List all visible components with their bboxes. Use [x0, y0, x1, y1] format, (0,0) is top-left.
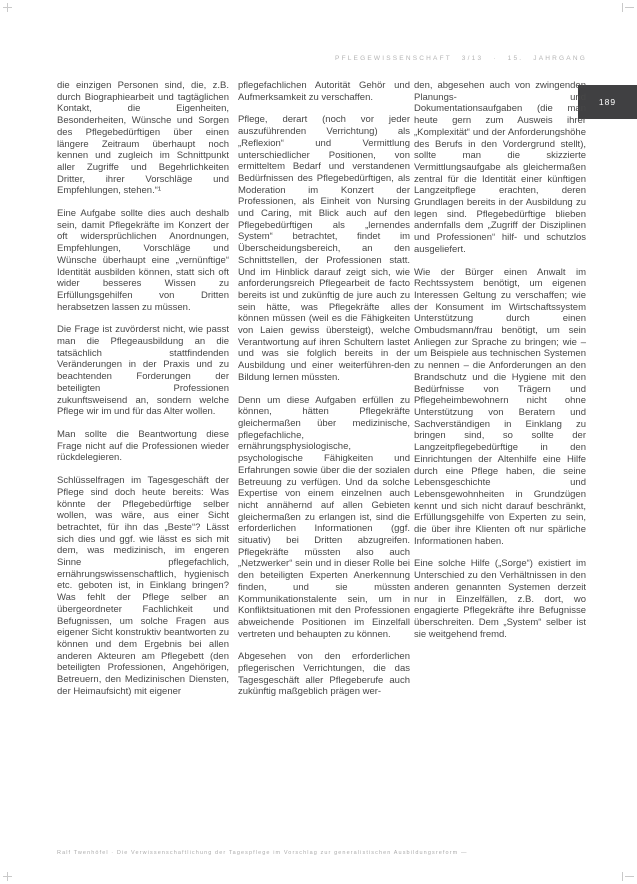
text-column-middle [238, 80, 410, 709]
crop-mark [622, 872, 623, 881]
crop-mark [625, 7, 634, 8]
text-column-left [57, 80, 229, 708]
crop-mark [7, 3, 8, 12]
paragraph: Eine Aufgabe sollte dies auch deshalb sein, damit Pflegekräfte im Konzert der oft widersprüchlichen Anordnungen, Empfehlungen, Vorschläge und Wünsche überhaupt eine „vernünftige“ Identität ausbilden können, statt sich oft wider besseres Wissen zu Erfüllungsgehilfen von Dritten herabsetzen lassen zu müssen. [57, 208, 229, 313]
paragraph: den, abgesehen auch von zwingenden Planungs- und Dokumentationsaufgaben (die man heute gern zum Ausweis ihrer „Komplexität“ und der Anforderungshöhe des Berufs in den Vordergrund stellt), sollte man die skizzierte Vermittlungsaufgabe als gleichermaßen zentral für die Identität einer künftigen Langzeitpflege erachten, deren Grundlagen bereits in der Ausbildung zu legen sind. Pflegebedürftige blieben andernfalls dem „Zugriff der Disziplinen und Professionen“ hilf- und schutzlos ausgeliefert. [414, 80, 586, 255]
paragraph: Die Frage ist zuvörderst nicht, wie passt man die Pflegeausbildung an die tatsächlich stattfindenden Veränderungen in der Praxis und zu beachtenden Forderungen der beteiligten Professionen zukunftsweisend an, sondern welche Pflege wir im und für das Alter wollen. [57, 324, 229, 418]
paragraph: pflegefachlichen Autorität Gehör und Aufmerksamkeit zu verschaffen. [238, 80, 410, 103]
paragraph: Eine solche Hilfe („Sorge“) existiert im Unterschied zu den Verhältnissen in den anderen genannten Systemen derzeit nur in Einzelfällen, z.B. dort, wo engagierte Pflegekräfte ihre Befugnisse überschreiten. Dem „System“ selber ist sie weitgehend fremd. [414, 558, 586, 640]
paragraph: Denn um diese Aufgaben erfüllen zu können, hätten Pflegekräfte gleichermaßen über medizinische, pflegefachliche, ernährungsphysiologische, psychologische Fähigkeiten und Erfahrungen sowie über die der sozialen Betreuung zu verfügen. Und da solche Expertise von einem einzelnen auch nicht annähernd auf allen Gebieten gleichermaßen zu erlangen ist, sind die erforderlichen Informationen (ggf. situativ) bei Dritten abzugreifen. Pflegekräfte müssten also auch „Netzwerker“ sein und in dieser Rolle bei den beteiligten Experten Anerkennung finden, und sie müssten Kommunikationstalente sein, um in Konfliktsituationen mit den Professionen abweichende Positionen im Einzelfall vertreten und behaupten zu können. [238, 394, 410, 640]
paragraph: Wie der Bürger einen Anwalt im Rechtssystem benötigt, um eigenen Interessen Geltung zu verschaffen; wie der Konsument im Wirtschaftssystem Unterstützung durch einen Ombudsmann/frau benötigt, um sein Anliegen zur Sprache zu bringen; wie – um Beispiele aus technischen Systemen zu nennen – die Anforderungen an den Brandschutz und die Hygiene mit den Bedürfnisse von Trägern und Pflegeheimbewohnern nicht ohne Unterstützung von Beratern und Sachverständigen in Einklang zu bringen sind, so sollte der Langzeitpflegebedürftige in den Einrichtungen der Altenhilfe eine Hilfe durch eine Pflege haben, die seine Lebensgeschichte und Lebensgewohnheiten in Grundzügen kennt und sich nicht darauf beschränkt, Erfüllungsgehilfe von Experten zu sein, die über ihre Klienten oft nur spärliche Informationen haben. [414, 266, 586, 547]
running-head: PFLEGEWISSENSCHAFT 3/13 · 15. JAHRGANG [335, 55, 587, 62]
crop-mark [625, 876, 634, 877]
page-number: 189 [598, 97, 617, 107]
text-column-right [414, 80, 586, 651]
paragraph: Schlüsselfragen im Tagesgeschäft der Pflege sind doch heute bereits: Was könnte der Pflegebedürftige selber wollen, was wäre, aus einer Sicht betrachtet, für ihn das „Beste“? Lässt sich dies und ggf. wie lässt es sich mit dem, was medizinisch, im engeren Sinne pflegefachlich, ernährungswissenschaftlich, hygienisch etc. geboten ist, in Einklang bringen? Was fehlt der Pflege selber an übergeordneter Fachlichkeit und Befugnissen, um solche Fragen aus eigener Sicht konstruktiv beantworten zu können und dem Ergebnis bei allen anderen Akteuren am Pflegebett (den beteiligten Professionen, Angehörigen, Betreuern, den Medizinischen Diensten, der Heimaufsicht) mit eigener [57, 475, 229, 697]
paragraph: die einzigen Personen sind, die, z.B. durch Biographiearbeit und tagtäglichen Kontakt, die Eigenheiten, Besonderheiten, Wünsche und Sorgen des Pflegebedürftigen über einen längere Zeitraum überhaupt noch kennen und zugleich im Schnittpunkt aller Zugriffe und Begehrlichkeiten Dritter, ihrer Vorschläge und Empfehlungen, stehen.“¹ [57, 80, 229, 197]
paragraph: Abgesehen von den erforderlichen pflegerischen Verrichtungen, die das Tagesgeschäft aller Pflegeberufe auch zukünftig maßgeblich prägen wer- [238, 651, 410, 698]
crop-mark [7, 872, 8, 881]
crop-mark [622, 3, 623, 12]
paragraph: Man sollte die Beantwortung diese Frage nicht auf die Professionen wieder rückdelegieren. [57, 428, 229, 464]
footer-caption: Ralf Twenhöfel · Die Verwissenschaftlichung der Tagespflege im Vorschlag zur generalistischen Ausbildungsreform — [57, 850, 468, 856]
paragraph: Pflege, derart (noch vor jeder auszuführenden Verrichtung) als „Reflexion“ und Vermittlung unterschiedlicher Positionen, von ermitteltem Bedarf und verstandenen Bedürfnissen des Pflegebedürftigen, als Moderation im Konzert der Professionen, als Einheit von Nursing und Caring, mit Blick auch auf den Pflegebedürftigen als „lernendes System“ betrachtet, findet im Überscheidungsbereich, an den Schnittstellen, der Professionen statt. Und im Hinblick darauf zeigt sich, wie anforderungsreich Pflegearbeit de facto bereits ist und zukünftig de jure auch zu sein hätte, was Pflegekräfte alles können müssen (weil es die Fähigkeiten von Laien gewiss übersteigt), welche Verantwortung auf ihren Schultern lastet und was sie folglich bereits in der Ausbildung und einer weiterführen-den Bildung lernen müssten. [238, 114, 410, 383]
page-number-badge [578, 85, 637, 119]
